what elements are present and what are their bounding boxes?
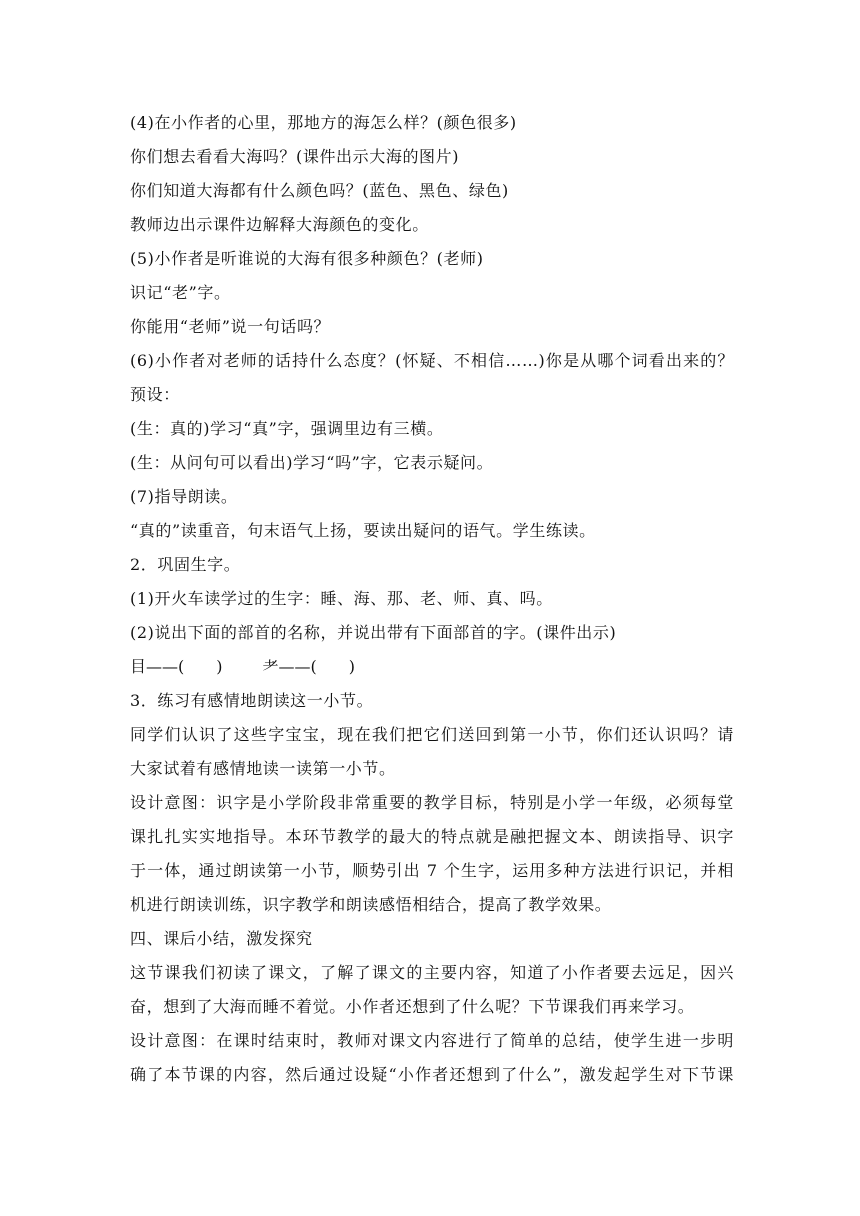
text-line: 你们想去看看大海吗？(课件出示大海的图片) [130,147,460,166]
text-line: 这节课我们初读了课文，了解了课文的主要内容，知道了小作者要去远足，因兴 [130,963,734,982]
text-line: (5)小作者是听谁说的大海有很多种颜色？(老师) [130,249,484,268]
text-line: 预设： [130,385,180,404]
radical-exercise-row [130,650,734,684]
section-heading: 四、课后小结，激发探究 [130,929,313,948]
radical-item-lao: 耂——( ) [262,657,355,676]
text-line: 于一体，通过朗读第一小节，顺势引出 7 个生字，运用多种方法进行识记，并相 [130,861,734,880]
text-line: 设计意图：在课时结束时，教师对课文内容进行了简单的总结，使学生进一步明 [130,1031,734,1050]
section-heading: 2．巩固生字。 [130,555,241,574]
text-line: (4)在小作者的心里，那地方的海怎么样？(颜色很多) [130,113,517,132]
text-line: 同学们认识了这些字宝宝，现在我们把它们送回到第一小节，你们还认识吗？请 [130,725,734,744]
text-line: (6)小作者对老师的话持什么态度？(怀疑、不相信……)你是从哪个词看出来的？ [130,351,734,370]
text-line: 你能用“老师”说一句话吗？ [130,317,331,336]
text-line: 大家试着有感情地读一读第一小节。 [130,759,396,778]
text-line: 确了本节课的内容，然后通过设疑“小作者还想到了什么”，激发起学生对下节课 [130,1065,734,1084]
text-line: (2)说出下面的部首的名称，并说出带有下面部首的字。(课件出示) [130,623,617,642]
text-line: (1)开火车读学过的生字：睡、海、那、老、师、真、吗。 [130,589,553,608]
text-line: 奋，想到了大海而睡不着觉。小作者还想到了什么呢？下节课我们再来学习。 [130,997,695,1016]
text-line: 教师边出示课件边解释大海颜色的变化。 [130,215,429,234]
text-line: (生：从问句可以看出)学习“吗”字，它表示疑问。 [130,453,494,472]
text-line: 识记“老”字。 [130,283,231,302]
radical-item-mu: 目——( ) [130,657,223,676]
text-line: “真的”读重音，句末语气上扬，要读出疑问的语气。学生练读。 [130,521,596,540]
text-line: (生：真的)学习“真”字，强调里边有三横。 [130,419,444,438]
document-body [130,106,734,1092]
text-line: (7)指导朗读。 [130,487,238,506]
text-line: 课扎扎实实地指导。本环节教学的最大的特点就是融把握文本、朗读指导、识字 [130,827,734,846]
text-line: 设计意图：识字是小学阶段非常重要的教学目标，特别是小学一年级，必须每堂 [130,793,734,812]
section-heading: 3．练习有感情地朗读这一小节。 [130,691,374,710]
text-line: 你们知道大海都有什么颜色吗？(蓝色、黑色、绿色) [130,181,509,200]
text-line: 机进行朗读训练，识字教学和朗读感悟相结合，提高了教学效果。 [130,895,612,914]
